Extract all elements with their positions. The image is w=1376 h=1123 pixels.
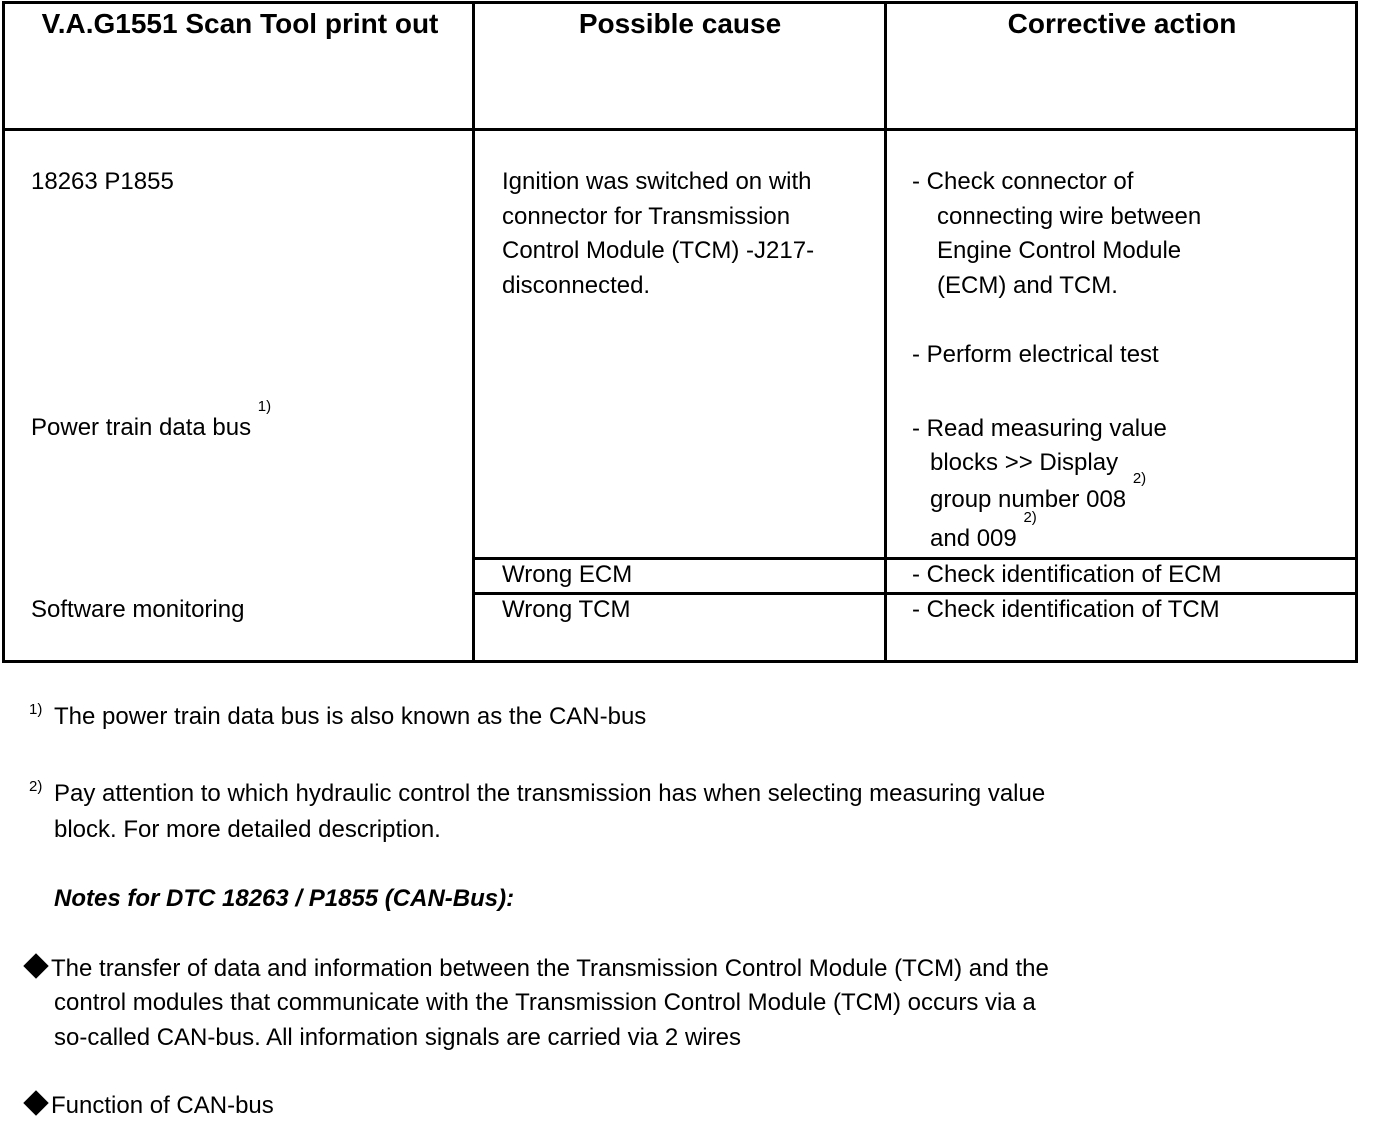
table-right-border [1355,1,1358,663]
footnote-2-mark: 2) [29,778,43,795]
notes-heading: Notes for DTC 18263 / P1855 (CAN-Bus): [54,885,515,912]
power-train-bus-label: Power train data bus $^{1)}$ [31,398,272,441]
diamond-bullet-icon [23,953,48,978]
bullet-1-line-2: control modules that communicate with the Transmission Control Module (TCM) occurs via a [54,989,1036,1016]
action1-line-1: - Check connector of [912,168,1134,195]
footnote-1-text: The power train data bus is also known as the CAN-bus [54,703,647,730]
action3-line-4: and 009 $^{2)}$ [930,509,1037,552]
footnote-ref-1: 1) [257,398,272,415]
wrong-ecm: Wrong ECM [502,561,633,588]
cause-line-2: connector for Transmission [502,203,791,230]
footnote-ref-2a: 2) [1132,470,1147,487]
table-left-border [2,1,5,663]
col-divider-1 [472,1,475,663]
diamond-bullet-icon [23,1090,48,1115]
action3-line-1: - Read measuring value [912,415,1167,442]
cause-line-1: Ignition was switched on with [502,168,812,195]
header-bottom-border [2,128,1358,131]
action1-line-3: Engine Control Module [937,237,1182,264]
footnote-2-line-1: Pay attention to which hydraulic control the transmission has when selecting measuring value [54,780,1046,807]
check-ecm: - Check identification of ECM [912,561,1222,588]
header-corrective-action: Corrective action [1007,8,1237,39]
action1-line-4: (ECM) and TCM. [937,272,1118,299]
check-tcm: - Check identification of TCM [912,596,1220,623]
action3-line-3: group number 008 $^{2)}$ [930,470,1147,513]
bullet-2-line-1: Function of CAN-bus [24,1089,274,1123]
cause-line-3: Control Module (TCM) -J217- [502,237,815,264]
col-divider-2 [884,1,887,663]
action1-line-2: connecting wire between [937,203,1202,230]
bullet-1-line-1: The transfer of data and information between the Transmission Control Module (TCM) and the [24,952,1049,986]
header-possible-cause: Possible cause [578,8,782,39]
action3-line-2: blocks >> Display [930,449,1119,476]
footnote-2-line-2: block. For more detailed description. [54,816,441,843]
wrong-tcm: Wrong TCM [502,596,631,623]
bullet-1-line-3: so-called CAN-bus. All information signals are carried via 2 wires [54,1024,741,1051]
footnote-ref-2b: 2) [1023,509,1037,526]
cause-line-4: disconnected. [502,272,651,299]
dtc-code: 18263 P1855 [31,168,174,195]
software-monitoring-label: Software monitoring [31,596,245,623]
header-scan-tool: V.A.G1551 Scan Tool print out [41,8,439,39]
footnote-1-mark: 1) [29,701,43,718]
table-bottom-border [2,660,1358,663]
action2: - Perform electrical test [912,341,1159,368]
